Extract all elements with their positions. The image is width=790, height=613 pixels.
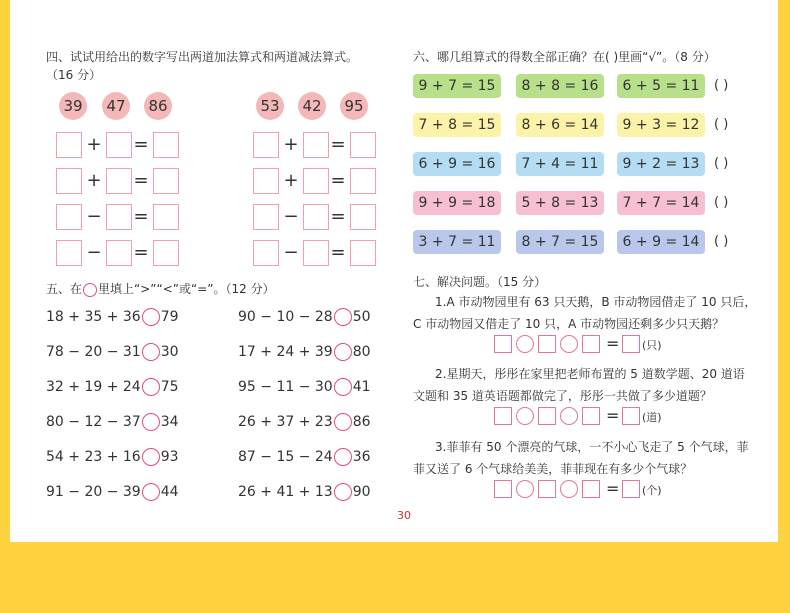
compare-circle-input[interactable] [334, 448, 352, 466]
operator-sign: − [86, 242, 102, 263]
compare-row [46, 448, 179, 466]
compare-rhs: 50 [352, 309, 371, 325]
compare-row [238, 378, 371, 396]
check-parenthesis[interactable]: ( ) [714, 195, 729, 210]
equation-pill: 5 + 8 = 13 [516, 191, 604, 215]
answer-box[interactable] [153, 204, 179, 230]
compare-circle-input[interactable] [142, 308, 160, 326]
answer-box[interactable] [56, 240, 82, 266]
compare-expression: 26 + 41 + 13 [238, 484, 333, 500]
given-number: 95 [340, 92, 368, 120]
answer-box[interactable] [253, 204, 279, 230]
answer-box[interactable] [303, 204, 329, 230]
compare-circle-input[interactable] [334, 378, 352, 396]
equation-pill: 9 + 3 = 12 [617, 113, 705, 137]
section5-title [46, 280, 275, 297]
answer-box[interactable] [538, 335, 556, 353]
given-number: 86 [144, 92, 172, 120]
equals-sign: = [133, 134, 149, 155]
compare-circle-input[interactable] [334, 308, 352, 326]
answer-box[interactable] [582, 407, 600, 425]
compare-expression: 32 + 19 + 24 [46, 379, 141, 395]
answer-box[interactable] [153, 168, 179, 194]
section4-title-line2: （16 分） [46, 68, 102, 82]
problem-text-line1: 1.A 市动物园里有 63 只天鹅，B 市动物园借走了 10 只后， [435, 295, 757, 309]
answer-box[interactable] [494, 480, 512, 498]
compare-row [46, 483, 179, 501]
compare-row [46, 378, 179, 396]
equation-pill: 8 + 7 = 15 [516, 230, 604, 254]
problem-text-line1: 3.菲菲有 50 个漂亮的气球，一不小心飞走了 5 个气球，菲 [435, 440, 749, 454]
section5-title-pre: 五、在 [46, 282, 83, 296]
check-parenthesis[interactable]: ( ) [714, 78, 729, 93]
given-number: 42 [298, 92, 326, 120]
answer-box[interactable] [106, 168, 132, 194]
page-number: 30 [397, 509, 411, 522]
compare-rhs: 30 [160, 344, 179, 360]
operator-sign: − [86, 206, 102, 227]
answer-box[interactable] [350, 168, 376, 194]
operator-circle-input[interactable] [516, 407, 534, 425]
operator-sign: + [283, 170, 299, 191]
compare-circle-input[interactable] [142, 378, 160, 396]
result-box[interactable] [622, 335, 640, 353]
compare-expression: 87 − 15 − 24 [238, 449, 333, 465]
compare-row [46, 413, 179, 431]
compare-circle-input[interactable] [334, 413, 352, 431]
problem-text-line2: 文题和 35 道英语题都做完了，彤彤一共做了多少道题？ [413, 389, 712, 403]
equals-sign: = [330, 206, 346, 227]
operator-sign: + [86, 134, 102, 155]
operator-circle-input[interactable] [516, 335, 534, 353]
compare-circle-input[interactable] [334, 483, 352, 501]
equals-sign: = [606, 406, 620, 425]
unit-label: (道) [642, 411, 662, 424]
compare-circle-input[interactable] [334, 343, 352, 361]
compare-expression: 78 − 20 − 31 [46, 344, 141, 360]
equation-pill: 8 + 8 = 16 [516, 74, 604, 98]
answer-box[interactable] [56, 204, 82, 230]
equation-pill: 3 + 7 = 11 [413, 230, 501, 254]
unit-label: (只) [642, 339, 662, 352]
answer-box[interactable] [303, 240, 329, 266]
equation-pill: 9 + 9 = 18 [413, 191, 501, 215]
compare-rhs: 90 [352, 484, 371, 500]
answer-box[interactable] [253, 240, 279, 266]
answer-box[interactable] [538, 407, 556, 425]
given-number: 47 [102, 92, 130, 120]
answer-box[interactable] [582, 335, 600, 353]
compare-row [238, 413, 371, 431]
section5-title-post: 里填上“>”“<”或“=”。（12 分） [98, 282, 275, 296]
answer-box[interactable] [350, 204, 376, 230]
section6-title: 六、哪几组算式的得数全部正确？在( )里画“√”。（8 分） [413, 50, 716, 64]
answer-box[interactable] [582, 480, 600, 498]
compare-rhs: 41 [352, 379, 371, 395]
operator-circle-input[interactable] [560, 407, 578, 425]
compare-circle-icon [83, 283, 97, 297]
answer-box[interactable] [106, 204, 132, 230]
equation-pill: 9 + 7 = 15 [413, 74, 501, 98]
answer-box[interactable] [494, 335, 512, 353]
compare-circle-input[interactable] [142, 343, 160, 361]
check-parenthesis[interactable]: ( ) [714, 234, 729, 249]
given-number: 39 [59, 92, 87, 120]
operator-circle-input[interactable] [560, 335, 578, 353]
given-number: 53 [256, 92, 284, 120]
equals-sign: = [133, 242, 149, 263]
equation-pill: 8 + 6 = 14 [516, 113, 604, 137]
compare-rhs: 44 [160, 484, 179, 500]
answer-box[interactable] [153, 132, 179, 158]
result-box[interactable] [622, 407, 640, 425]
equals-sign: = [330, 242, 346, 263]
answer-box[interactable] [106, 240, 132, 266]
compare-expression: 26 + 37 + 23 [238, 414, 333, 430]
problem-text-line1: 2.星期天，彤彤在家里把老师布置的 5 道数学题、20 道语 [435, 367, 745, 381]
compare-row [238, 448, 371, 466]
equation-pill: 7 + 4 = 11 [516, 152, 604, 176]
compare-rhs: 36 [352, 449, 371, 465]
operator-sign: + [283, 134, 299, 155]
answer-box[interactable] [494, 407, 512, 425]
answer-box[interactable] [106, 132, 132, 158]
compare-rhs: 93 [160, 449, 179, 465]
operator-circle-input[interactable] [560, 480, 578, 498]
equals-sign: = [330, 170, 346, 191]
answer-box[interactable] [56, 168, 82, 194]
problem-text-line2: 菲又送了 6 个气球给美美，菲菲现在有多少个气球？ [413, 462, 693, 476]
compare-rhs: 86 [352, 414, 371, 430]
answer-box[interactable] [350, 240, 376, 266]
equals-sign: = [330, 134, 346, 155]
check-parenthesis[interactable]: ( ) [714, 156, 729, 171]
compare-row [238, 343, 371, 361]
compare-row [46, 308, 179, 326]
operator-sign: − [283, 242, 299, 263]
section4-title-line1: 四、试试用给出的数字写出两道加法算式和两道减法算式。 [46, 50, 359, 64]
compare-rhs: 80 [352, 344, 371, 360]
answer-box[interactable] [253, 168, 279, 194]
compare-expression: 91 − 20 − 39 [46, 484, 141, 500]
compare-row [238, 308, 371, 326]
compare-expression: 18 + 35 + 36 [46, 309, 141, 325]
answer-box[interactable] [153, 240, 179, 266]
compare-circle-input[interactable] [142, 413, 160, 431]
compare-circle-input[interactable] [142, 483, 160, 501]
unit-label: (个) [642, 484, 662, 497]
compare-row [238, 483, 371, 501]
equals-sign: = [133, 170, 149, 191]
equation-pill: 6 + 5 = 11 [617, 74, 705, 98]
equation-pill: 6 + 9 = 14 [617, 230, 705, 254]
equation-pill: 9 + 2 = 13 [617, 152, 705, 176]
problem-text-line2: C 市动物园又借走了 10 只，A 市动物园还剩多少只天鹅？ [413, 317, 725, 331]
compare-rhs: 75 [160, 379, 179, 395]
operator-sign: + [86, 170, 102, 191]
compare-row [46, 343, 179, 361]
operator-sign: − [283, 206, 299, 227]
compare-rhs: 34 [160, 414, 179, 430]
answer-box[interactable] [253, 132, 279, 158]
compare-expression: 90 − 10 − 28 [238, 309, 333, 325]
equation-pill: 7 + 8 = 15 [413, 113, 501, 137]
worksheet-page [10, 0, 778, 542]
compare-rhs: 79 [160, 309, 179, 325]
equals-sign: = [133, 206, 149, 227]
result-box[interactable] [622, 480, 640, 498]
answer-box[interactable] [538, 480, 556, 498]
equation-pill: 7 + 7 = 14 [617, 191, 705, 215]
answer-box[interactable] [350, 132, 376, 158]
equals-sign: = [606, 334, 620, 353]
compare-expression: 80 − 12 − 37 [46, 414, 141, 430]
compare-circle-input[interactable] [142, 448, 160, 466]
operator-circle-input[interactable] [516, 480, 534, 498]
compare-expression: 17 + 24 + 39 [238, 344, 333, 360]
equation-pill: 6 + 9 = 16 [413, 152, 501, 176]
answer-box[interactable] [56, 132, 82, 158]
section7-title: 七、解决问题。（15 分） [413, 275, 547, 289]
answer-box[interactable] [303, 168, 329, 194]
equals-sign: = [606, 479, 620, 498]
compare-expression: 54 + 23 + 16 [46, 449, 141, 465]
compare-expression: 95 − 11 − 30 [238, 379, 333, 395]
answer-box[interactable] [303, 132, 329, 158]
check-parenthesis[interactable]: ( ) [714, 117, 729, 132]
